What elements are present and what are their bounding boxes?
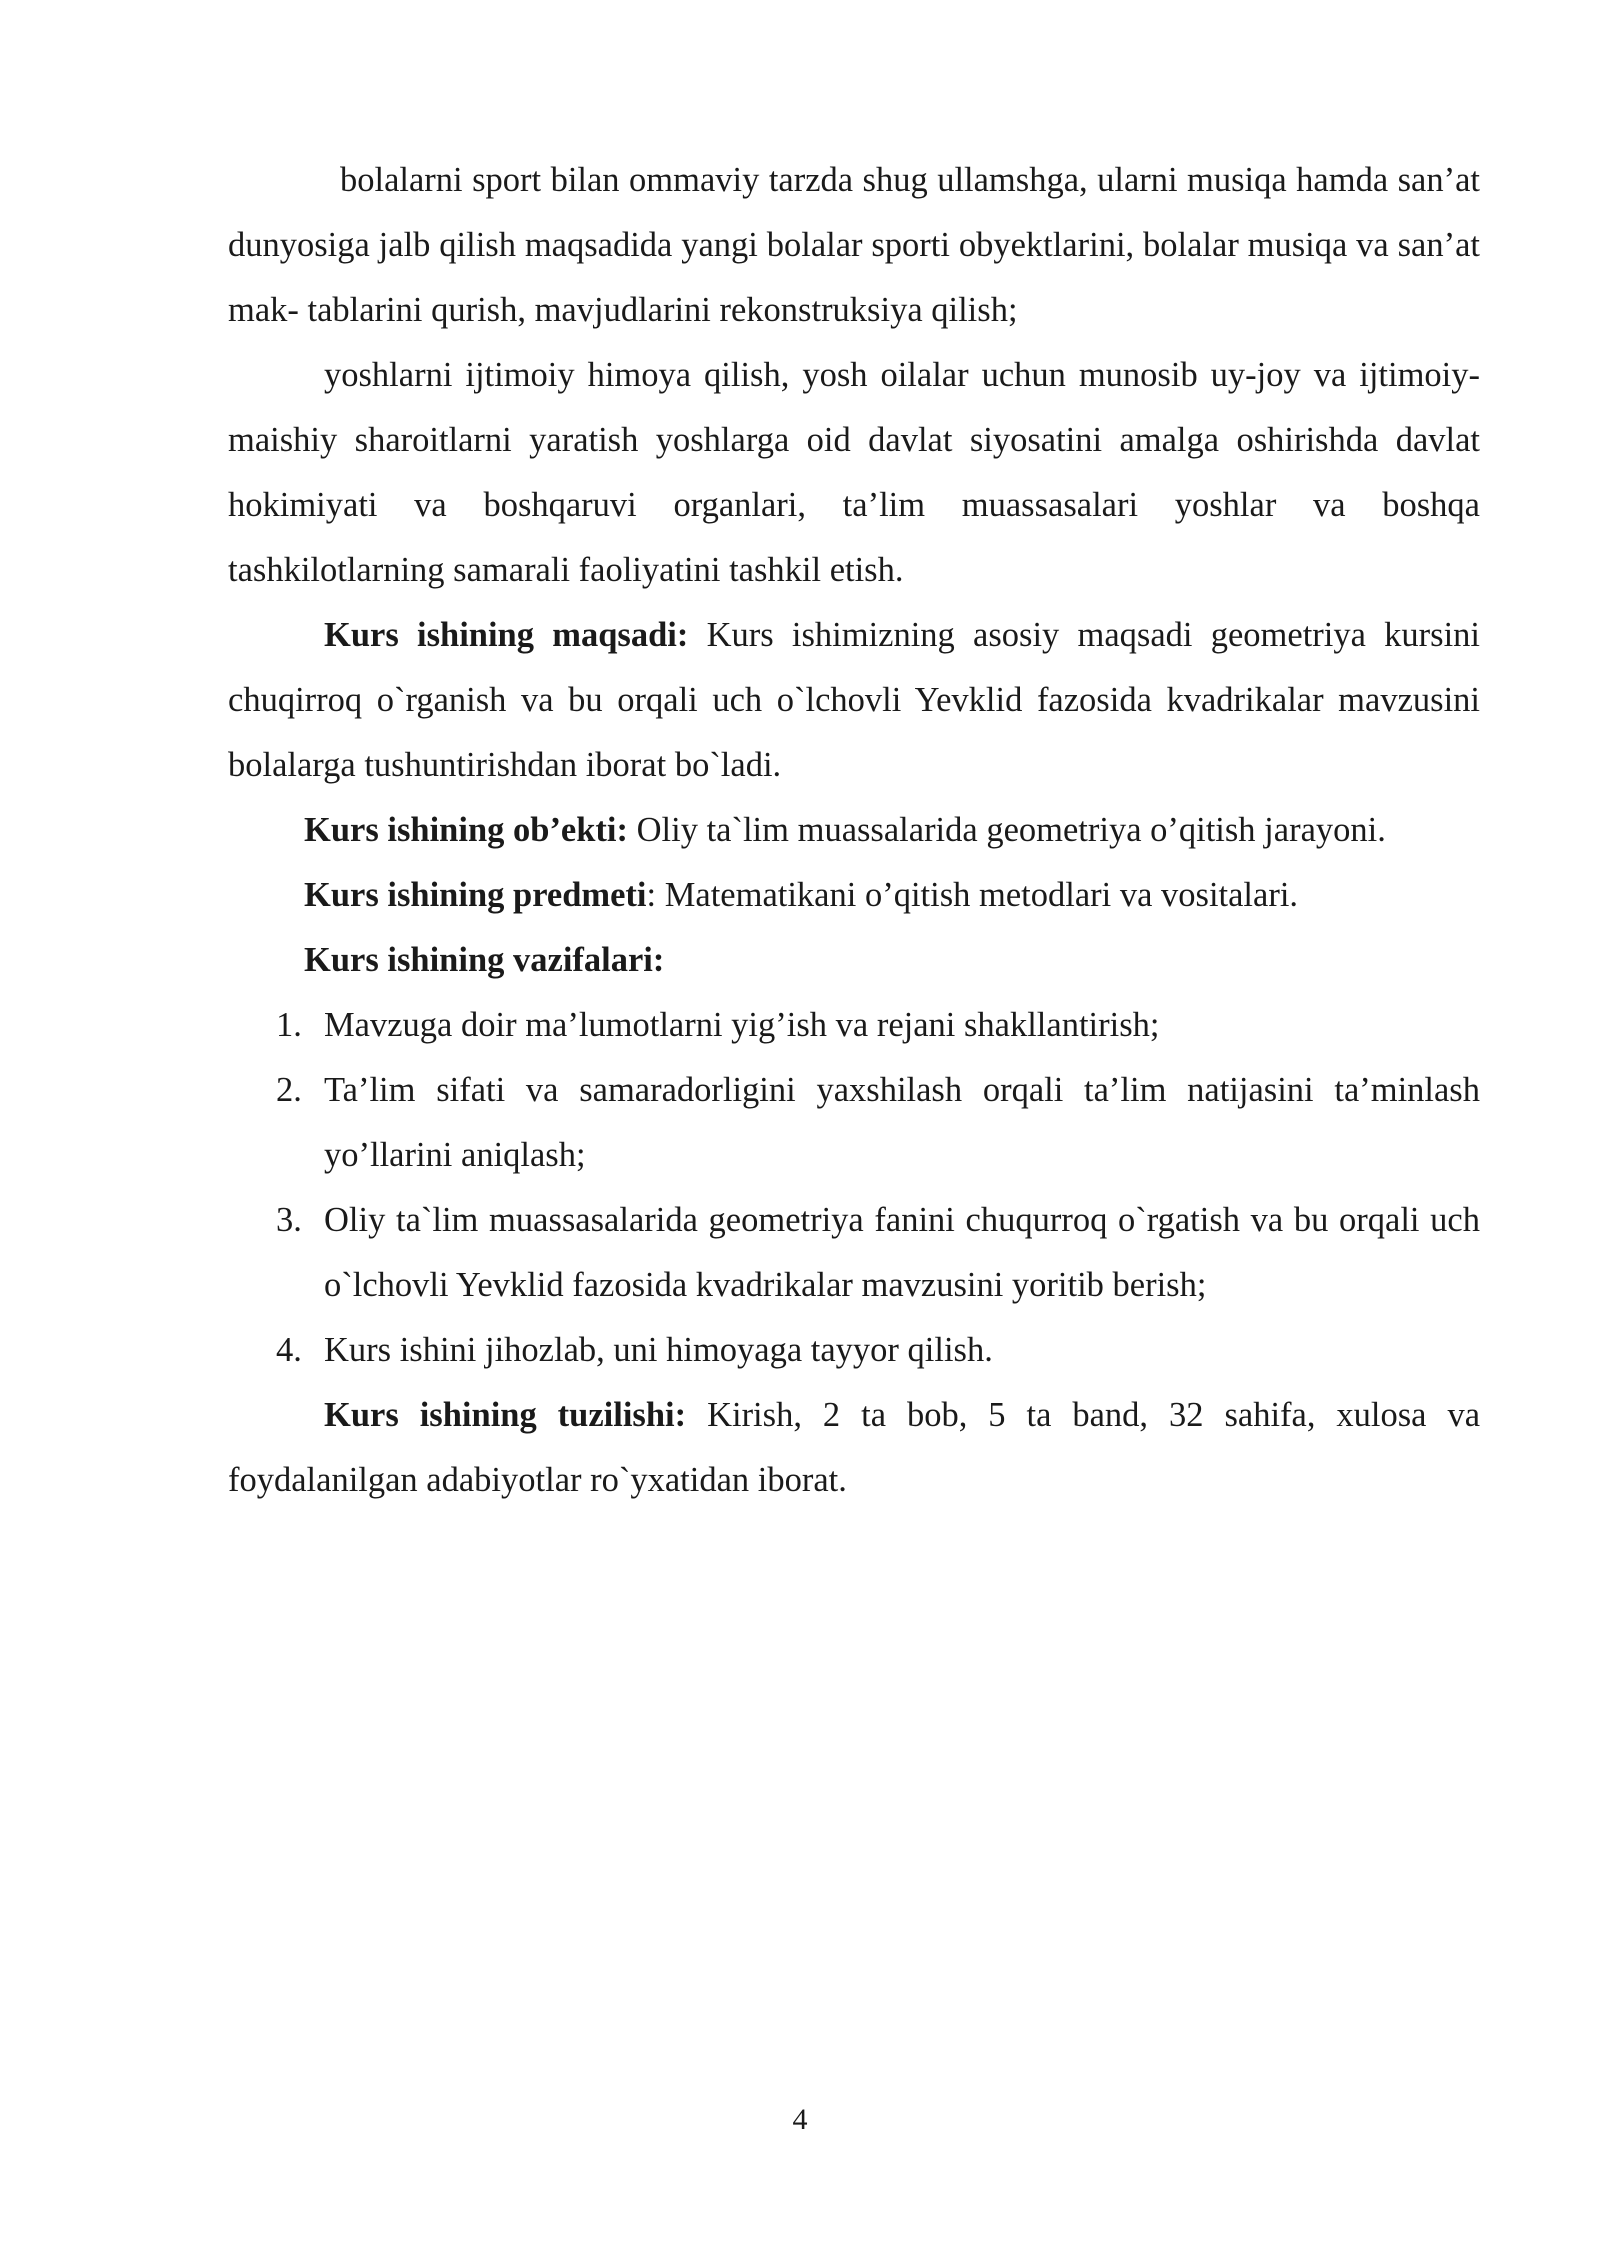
section-predmet bbox=[228, 863, 1480, 928]
list-item-number: 2. bbox=[276, 1071, 302, 1109]
list-item-text: Kurs ishini jihozlab, uni himoyaga tayyor qilish. bbox=[324, 1331, 993, 1369]
paragraph-yoshlar: yoshlarni ijtimoiy himoya qilish, yosh oilalar uchun munosib uy-joy va ijtimoiy-maishiy sharoitlarni yaratish yoshlarga oid davlat siyosatini amalga oshirishda davlat hokimiyati va boshqaruvi organlari, ta’lim muassasalari yoshlar va boshqa tashkilotlarning samarali faoliyatini tashkil etish. bbox=[228, 356, 1480, 589]
page-number: 4 bbox=[792, 2103, 808, 2136]
list-item-text: Mavzuga doir ma’lumotlarni yig’ish va rejani shakllantirish; bbox=[324, 1006, 1160, 1044]
list-item bbox=[228, 1188, 1480, 1318]
list-item bbox=[228, 1318, 1480, 1383]
section-obyekt bbox=[228, 798, 1480, 863]
predmet-label: Kurs ishining predmeti bbox=[304, 876, 647, 914]
document-page bbox=[228, 148, 1480, 1513]
obyekt-label: Kurs ishining ob’ekti: bbox=[304, 811, 628, 849]
obyekt-text: Oliy ta`lim muassalarida geometriya o’qitish jarayoni. bbox=[628, 811, 1386, 849]
maqsad-text: Kurs ishimizning asosiy maqsadi geometriya kursini chuqirroq o`rganish va bu orqali uch o`lchovli Yevklid fazosida kvadrikalar mavzusini bolalarga tushuntirishdan iborat bo`ladi. bbox=[228, 616, 1480, 784]
vazifalar-label: Kurs ishining vazifalari: bbox=[304, 941, 665, 979]
section-vazifalar bbox=[228, 928, 1480, 993]
tuzilish-text: Kirish, 2 ta bob, 5 ta band, 32 sahifa, xulosa va foydalanilgan adabiyotlar ro`yxatidan iborat. bbox=[228, 1396, 1481, 1499]
predmet-text: : Matematikani o’qitish metodlari va vositalari. bbox=[646, 876, 1299, 914]
list-item-text: Oliy ta`lim muassasalarida geometriya fanini chuqurroq o`rgatish va bu orqali uch o`lchovli Yevklid fazosida kvadrikalar mavzusini yoritib berish; bbox=[324, 1201, 1480, 1304]
list-item bbox=[228, 993, 1480, 1058]
list-item-number: 1. bbox=[276, 1006, 302, 1044]
tuzilish-label: Kurs ishining tuzilishi: bbox=[324, 1396, 687, 1434]
paragraph-sport: bolalarni sport bilan ommaviy tarzda shug ullamshga, ularni musiqa hamda san’at dunyosiga jalb qilish maqsadida yangi bolalar sporti obyektlarini, bolalar musiqa va san’at mak- tablarini qurish, mavjudlarini rekonstruksiya qilish; bbox=[228, 161, 1480, 329]
section-tuzilish bbox=[228, 1383, 1480, 1513]
list-item bbox=[228, 1058, 1480, 1188]
list-item-number: 3. bbox=[276, 1201, 302, 1239]
maqsad-label: Kurs ishining maqsadi: bbox=[324, 616, 689, 654]
list-item-text: Ta’lim sifati va samaradorligini yaxshilash orqali ta’lim natijasini ta’minlash yo’llarini aniqlash; bbox=[324, 1071, 1480, 1174]
section-maqsad bbox=[228, 603, 1480, 798]
task-list bbox=[228, 993, 1480, 1383]
list-item-number: 4. bbox=[276, 1331, 302, 1369]
